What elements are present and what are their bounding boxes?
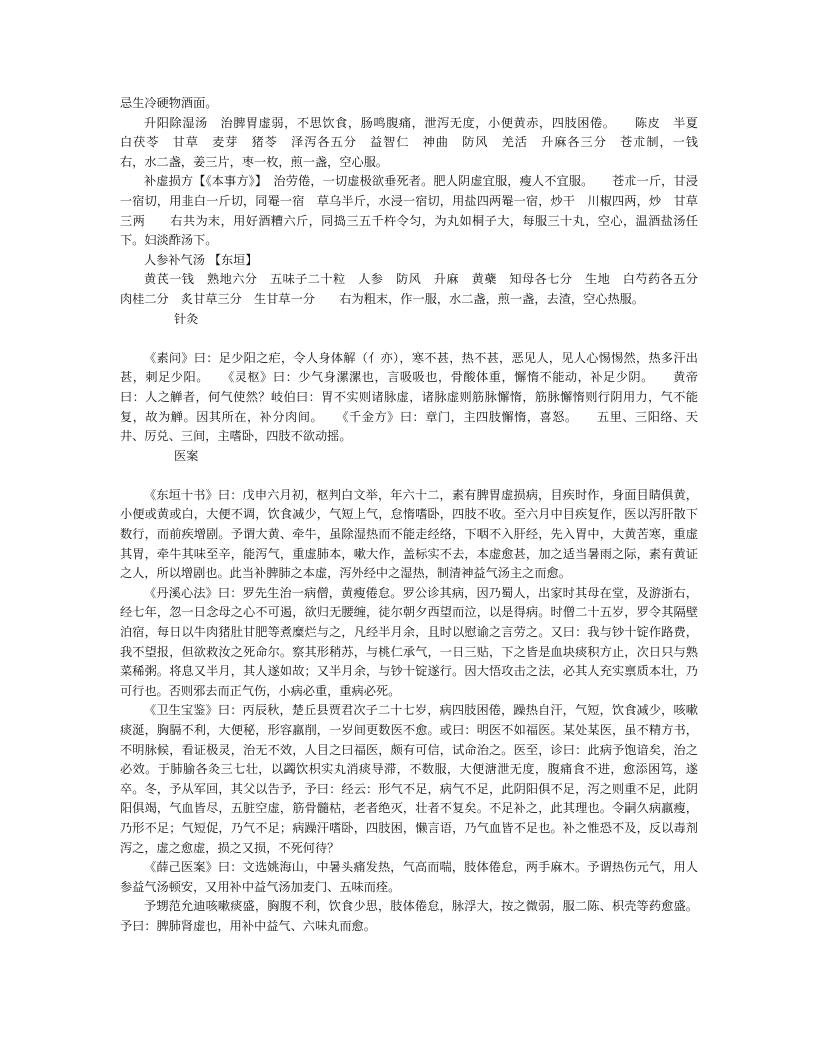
heading-renshen-buqi-tang: 人参补气汤 【东垣】 [144, 252, 258, 267]
blank-line [120, 466, 698, 486]
paragraph-buxusun-fang: 补虚损方【《本事方》】 治劳倦，一切虚极欲垂死者。肥人阴虚宜服，瘦人不宜服。 苍朮一斤，甘浸一宿切，用韭白一斤切，同罨一宿 草乌半斤，水浸一宿切，用盐四两罨一宿，炒干 川椒四两，炒 甘草三两 右共为末，用好酒糟六斤，同捣三五千杵令匀，为丸如桐子大，每服三十丸，空心，温酒盐汤任下。妇淡酢汤下。 [120, 174, 698, 248]
blank-line [120, 329, 698, 349]
paragraph-shengyang-chushi-tang: 升阳除湿汤 治脾胃虚弱，不思饮食，肠鸣腹痛，泄泻无度，小便黄赤，四肢困倦。 陈皮 半夏 白茯苓 甘草 麦芽 猪苓 泽泻各五分 益智仁 神曲 防风 羌活 升麻各三分 苍朮制，一钱 右，水二盏，姜三片，枣一枚，煎一盏，空心服。 [120, 115, 723, 169]
section-title-case-records: 医案 [174, 448, 199, 463]
section-title-acupuncture: 针灸 [174, 311, 199, 326]
paragraph-case-dongyuan: 《东垣十书》曰：戊申六月初，枢判白文举，年六十二，素有脾胃虚损病，目疾时作，身面目睛俱黄，小便或黄或白，大便不调，饮食减少，气短上气，怠惰嗜卧，四肢不收。至六月中目疾复作，医以泻肝散下数行，而前疾增剧。予谓大黄、牵牛，虽除湿热而不能走经络，下咽不入肝经，先入胃中，大黄苦寒，重虚其胃，牵牛其味至辛，能泻气，重虚肺本，嗽大作，盖标实不去，本虚愈甚，加之适当暑雨之际，素有黄证之人，所以增剧也。此当补脾肺之本虚，泻外经中之湿热，制清神益气汤主之而愈。 [120, 487, 698, 581]
paragraph-renshen-buqi-tang: 黄芪一钱 熟地六分 五味子二十粒 人参 防风 升麻 黄蘗 知母各七分 生地 白芍药各五分 肉桂二分 炙甘草三分 生甘草一分 右为粗末，作一服，水二盏，煎一盏，去渣，空心热服。 [120, 272, 711, 306]
paragraph-acupuncture: 《素问》曰：足少阳之疟，令人身体解（亻亦），寒不甚，热不甚，恶见人，见人心惕惕然，热多汗出甚，刺足少阳。 《灵枢》曰：少气身漯漯也，言吸吸也，骨酸体重，懈惰不能动，补足少阴。 黄帝曰：人之觯者，何气使然？岐伯曰：胃不实则诸脉虚，诸脉虚则筋脉懈惰，筋脉懈惰则行阴用力，气不能复，故为觯。因其所在，补分肉间。 《千金方》曰：章门，主四肢懈惰，喜怒。 五里、三阳络、天井、厉兑、三间，主嗜卧，四肢不欲动摇。 [120, 350, 698, 444]
document-body [120, 94, 723, 937]
paragraph-case-xueji-2: 予甥范允迪咳嗽痰盛，胸腹不利，饮食少思，肢体倦怠，脉浮大，按之微弱，服二陈、枳壳等药愈盛。予曰：脾肺肾虚也，用补中益气、六味丸而愈。 [120, 899, 698, 933]
paragraph-case-danxi: 《丹溪心法》曰：罗先生治一病僧，黄瘦倦怠。罗公诊其病，因乃蜀人，出家时其母在堂，及游浙右，经七年，忽一日念母之心不可遏，欲归无腰缠，徒尔朝夕西望而泣，以是得病。时僧二十五岁，罗令其隔壁泊宿，每日以牛肉猪肚甘肥等煮糜烂与之，凡经半月余，且时以慰谕之言劳之。又曰：我与钞十锭作路费，我不望报，但欲救汝之死命尔。察其形稍苏，与桃仁承气，一日三贴，下之皆是血块痰积方止，次日只与熟菜稀粥。将息又半月，其人遂如故；又半月余，与钞十锭遂行。因大悟攻击之法，必其人充实禀质本壮，乃可行也。否则邪去而正气伤，小病必重，重病必死。 [120, 585, 698, 698]
paragraph-case-xueji-1: 《薛己医案》曰：文选姚海山，中暑头痛发热，气高而喘，肢体倦怠，两手麻木。予谓热伤元气，用人参益气汤顿安，又用补中益气汤加麦门、五味而痊。 [120, 860, 698, 894]
paragraph-diet-note: 忌生冷硬物酒面。 [120, 96, 218, 110]
paragraph-case-weisheng-baojian: 《卫生宝鉴》曰：丙辰秋，楚丘县贾君次子二十七岁，病四肢困倦，躁热自汗，气短，饮食减少，咳嗽痰涎，胸膈不利，大便秘，形容羸削，一岁间更数医不愈。或曰：明医不如福医。某处某医，虽不精方书，不明脉候，看证极灵，治无不效，人目之曰福医，颇有可信，试命治之。医至，诊曰：此病予饱谙矣，治之必效。于肺腧各灸三七壮，以蠲饮枳实丸消痰导滞，不数服，大便溏泄无度，腹痛食不进，愈添困笃，遂卒。冬，予从军回，其父以告予，予曰：经云：形气不足，病气不足，此阴阳俱不足，泻之则重不足，此阴阳俱竭，气血皆尽，五脏空虚，筋骨髓枯，老者绝灭，壮者不复矣。不足补之，此其理也。令嗣久病羸瘦，乃形不足；气短促，乃气不足；病躁汗嗜卧，四肢困，懒言语，乃气血皆不足也。补之惟恐不及，反以毒剂泻之，虚之愈虚，损之又损，不死何待？ [120, 703, 698, 855]
